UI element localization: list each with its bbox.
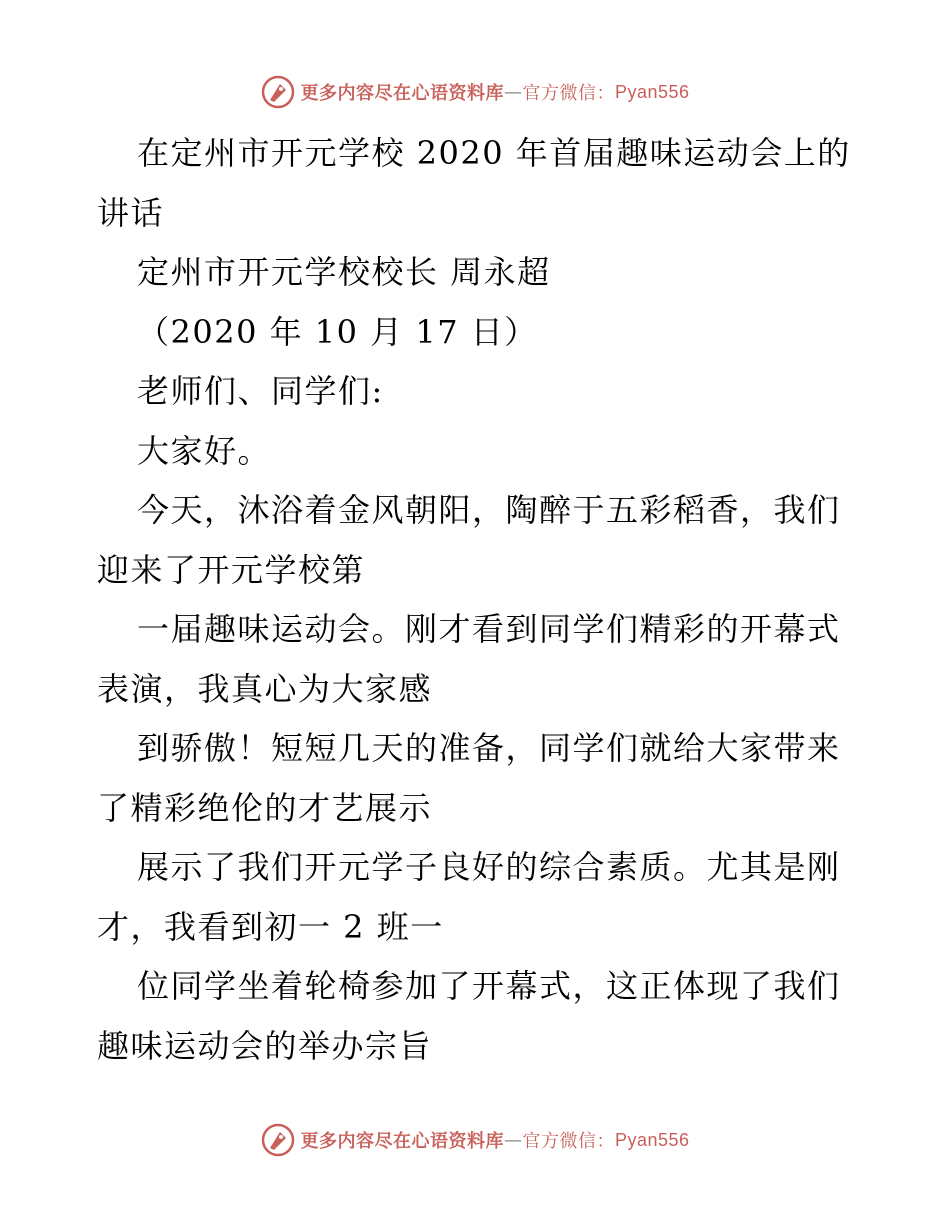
hello-line: 大家好。 bbox=[137, 431, 272, 470]
pen-nib-logo-icon bbox=[260, 1122, 296, 1158]
document-body bbox=[97, 124, 857, 1076]
header-watermark bbox=[0, 72, 950, 112]
body-paragraph: 位同学坐着轮椅参加了开幕式，这正体现了我们趣味运动会的举办宗旨 bbox=[97, 967, 841, 1065]
watermark-separator: — bbox=[503, 81, 523, 103]
watermark-wechat-label: 官方微信： bbox=[522, 83, 615, 104]
footer-watermark bbox=[0, 1120, 950, 1160]
greeting: 老师们、同学们: bbox=[137, 372, 384, 410]
watermark-wechat-label: 官方微信： bbox=[522, 1131, 615, 1152]
watermark-wechat-id: Pyan556 bbox=[614, 81, 690, 102]
body-paragraph: 到骄傲！短短几天的准备，同学们就给大家带来了精彩绝伦的才艺展示 bbox=[97, 729, 841, 827]
pen-nib-logo-icon bbox=[260, 74, 296, 110]
watermark-brand: 更多内容尽在心语资料库 bbox=[300, 1131, 504, 1152]
body-paragraph: 一届趣味运动会。刚才看到同学们精彩的开幕式表演，我真心为大家感 bbox=[97, 610, 841, 708]
author-line: 定州市开元学校校长 周永超 bbox=[137, 253, 551, 291]
body-paragraph: 展示了我们开元学子良好的综合素质。尤其是刚才，我看到初一 2 班一 bbox=[97, 848, 841, 946]
body-paragraph: 今天，沐浴着金风朝阳，陶醉于五彩稻香，我们迎来了开元学校第 bbox=[97, 491, 841, 589]
watermark-separator: — bbox=[503, 1129, 523, 1151]
date-line: （2020 年 10 月 17 日） bbox=[137, 312, 538, 351]
watermark-brand: 更多内容尽在心语资料库 bbox=[300, 83, 504, 104]
watermark-wechat-id: Pyan556 bbox=[614, 1129, 690, 1150]
document-title: 在定州市开元学校 2020 年首届趣味运动会上的讲话 bbox=[97, 134, 851, 232]
